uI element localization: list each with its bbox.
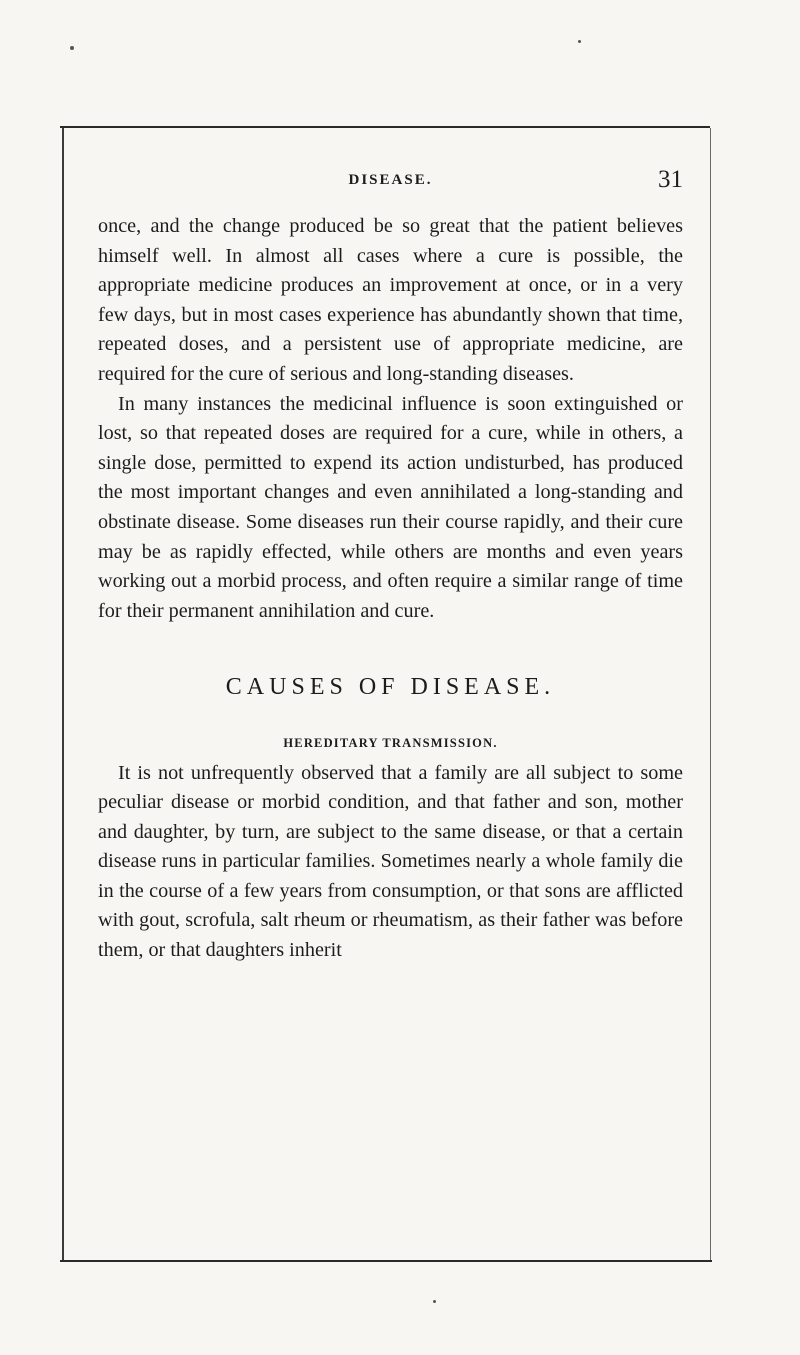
paragraph-continued: once, and the change produced be so great that the patient believes himself well. In almost all cases where a cure is possible, the appropriate medicine produces an improvement at once, or in a very few days, but in most cases experience has abundantly shown that time, repeated doses, and a persistent use of appropriate medicine, are required for the cure of serious and long-standing diseases. [98,215,683,385]
scan-speck [578,40,581,43]
scan-border-top [60,126,710,128]
page-number: 31 [658,166,683,193]
scan-border-right [710,128,711,1261]
running-title: DISEASE. [348,172,433,188]
scan-speck [433,1300,436,1303]
paragraph: In many instances the medicinal influence is soon extinguished or lost, so that repeated doses are required for a cure, while in others, a single dose, permitted to expend its action undisturbed, has produced the most important changes and even annihilated a long-standing and obstinate disease. Some diseases run their course rapidly, and their cure may be as rapidly effected, while others are months and even years working out a morbid process, and often require a similar range of time for their permanent annihilation and cure. [98,392,683,622]
subsection-heading: HEREDITARY TRANSMISSION. [283,735,498,750]
section-heading: CAUSES OF DISEASE. [225,674,556,701]
running-head [98,166,683,202]
scan-speck [70,46,74,50]
paragraph: It is not unfrequently observed that a family are all subject to some peculiar disease or morbid condition, and that father and son, mother and daughter, by turn, are subject to the same disease, or that a certain disease runs in particular families. Sometimes nearly a whole family die in the course of a few years from consumption, or that sons are afflicted with gout, scrofula, salt rheum or rheumatism, as their father was before them, or that daughters inherit [98,761,683,962]
scan-border-bottom [60,1260,712,1262]
page-body [98,212,683,966]
scan-border-left [62,128,64,1261]
book-page [98,166,683,966]
